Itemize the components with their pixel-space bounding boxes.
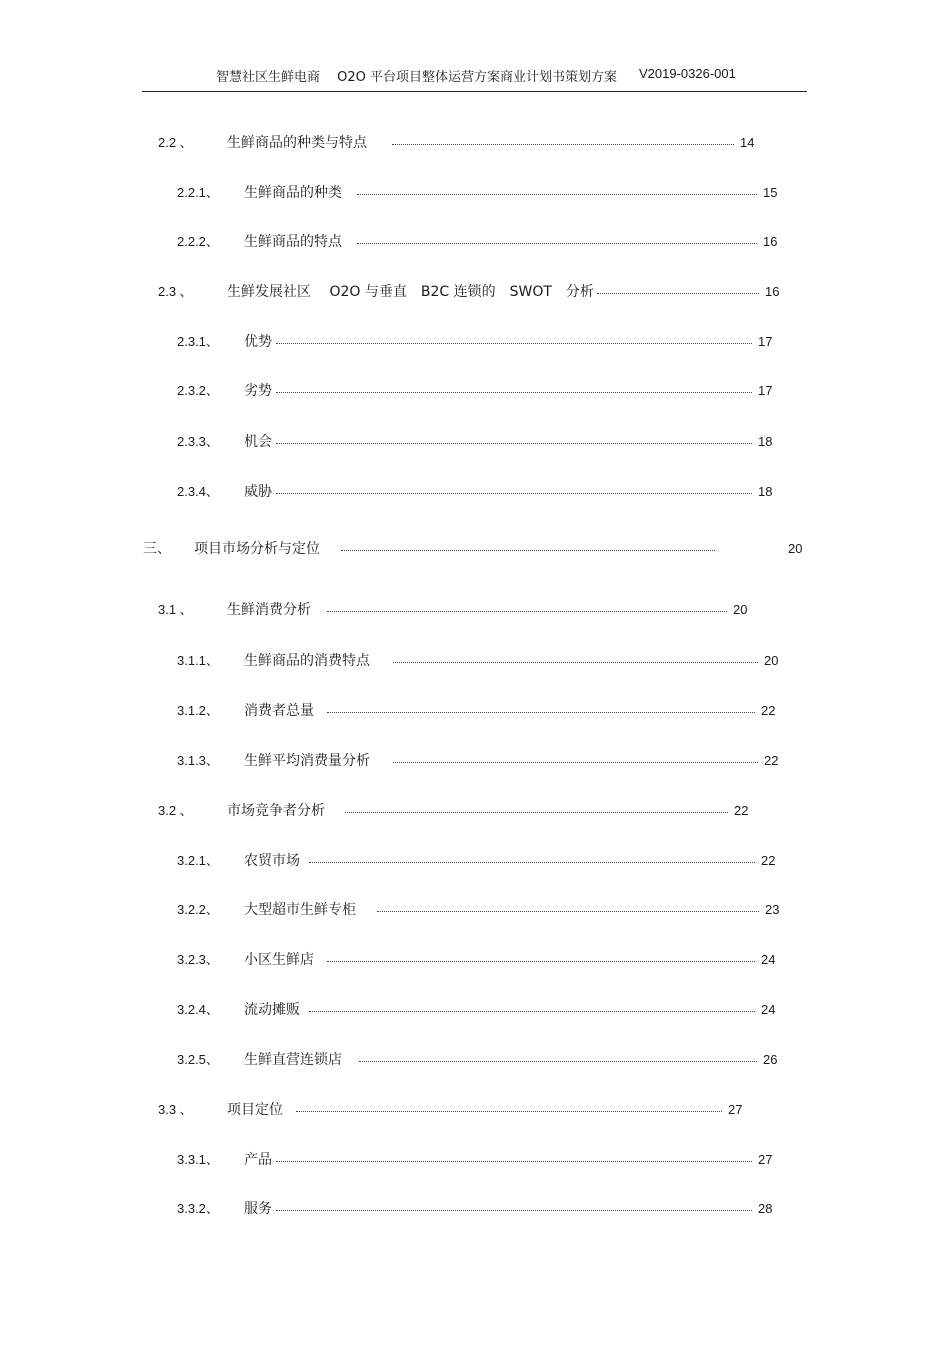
toc-leader-dots bbox=[276, 339, 752, 344]
toc-title: 农贸市场 bbox=[244, 853, 300, 869]
toc-page-number: 28 bbox=[758, 1201, 773, 1216]
toc-leader-dots bbox=[276, 388, 752, 393]
document-version: V2019-0326-001 bbox=[639, 66, 736, 81]
toc-number: 3.3.1、 bbox=[177, 1152, 219, 1167]
toc-page-number: 24 bbox=[761, 1002, 776, 1017]
toc-entry[interactable] bbox=[0, 282, 950, 302]
toc-number: 3.1.1、 bbox=[177, 653, 219, 668]
toc-title: 大型超市生鲜专柜 bbox=[244, 902, 356, 918]
toc-page-number: 17 bbox=[758, 383, 773, 398]
toc-page-number: 17 bbox=[758, 334, 773, 349]
toc-title: 项目定位 bbox=[227, 1102, 283, 1118]
toc-title: 生鲜发展社区 O2O 与垂直 B2C 连锁的 SWOT 分析 bbox=[227, 284, 594, 300]
toc-leader-dots bbox=[309, 858, 755, 863]
page-header bbox=[142, 66, 807, 90]
toc-number: 2.3.4、 bbox=[177, 484, 219, 499]
toc-number: 2.3.2、 bbox=[177, 383, 219, 398]
toc-number: 3.2.4、 bbox=[177, 1002, 219, 1017]
toc-title: 优势 bbox=[244, 334, 272, 350]
toc-page-number: 22 bbox=[764, 753, 779, 768]
toc-number: 3.1.3、 bbox=[177, 753, 219, 768]
toc-title: 生鲜消费分析 bbox=[227, 602, 311, 618]
toc-leader-dots bbox=[393, 758, 758, 763]
toc-leader-dots bbox=[345, 808, 728, 813]
toc-leader-dots bbox=[393, 658, 758, 663]
toc-entry[interactable] bbox=[0, 651, 950, 671]
toc-leader-dots bbox=[377, 907, 759, 912]
toc-title: 项目市场分析与定位 bbox=[194, 541, 320, 557]
toc-entry[interactable] bbox=[0, 133, 950, 153]
toc-number: 三、 bbox=[143, 541, 171, 557]
toc-leader-dots bbox=[359, 1057, 757, 1062]
toc-page-number: 27 bbox=[758, 1152, 773, 1167]
toc-number: 3.2 、 bbox=[158, 803, 193, 818]
toc-title: 生鲜商品的特点 bbox=[244, 234, 342, 250]
toc-page-number: 22 bbox=[761, 703, 776, 718]
header-divider bbox=[142, 91, 807, 92]
toc-entry[interactable] bbox=[0, 701, 950, 721]
toc-entry[interactable] bbox=[0, 1100, 950, 1120]
toc-leader-dots bbox=[309, 1007, 755, 1012]
toc-title: 劣势 bbox=[244, 383, 272, 399]
toc-title: 威胁 bbox=[244, 484, 272, 500]
toc-page-number: 15 bbox=[763, 185, 778, 200]
toc-entry[interactable] bbox=[0, 232, 950, 252]
toc-entry[interactable] bbox=[0, 539, 950, 559]
toc-number: 2.2 、 bbox=[158, 135, 193, 150]
toc-page-number: 16 bbox=[763, 234, 778, 249]
toc-number: 3.3.2、 bbox=[177, 1201, 219, 1216]
toc-entry[interactable] bbox=[0, 1199, 950, 1219]
toc-leader-dots bbox=[296, 1107, 722, 1112]
toc-page-number: 24 bbox=[761, 952, 776, 967]
toc-entry[interactable] bbox=[0, 381, 950, 401]
toc-entry[interactable] bbox=[0, 751, 950, 771]
toc-entry[interactable] bbox=[0, 900, 950, 920]
toc-leader-dots bbox=[597, 289, 759, 294]
toc-page-number: 18 bbox=[758, 434, 773, 449]
toc-entry[interactable] bbox=[0, 950, 950, 970]
toc-leader-dots bbox=[357, 239, 757, 244]
toc-page-number: 22 bbox=[734, 803, 749, 818]
toc-number: 3.2.2、 bbox=[177, 902, 219, 917]
toc-leader-dots bbox=[276, 439, 752, 444]
toc-leader-dots bbox=[276, 1206, 752, 1211]
toc-title: 消费者总量 bbox=[244, 703, 314, 719]
toc-title: 服务 bbox=[244, 1201, 272, 1217]
toc-number: 3.2.5、 bbox=[177, 1052, 219, 1067]
toc-title: 生鲜商品的种类 bbox=[244, 185, 342, 201]
toc-leader-dots bbox=[327, 708, 755, 713]
toc-leader-dots bbox=[327, 607, 727, 612]
toc-entry[interactable] bbox=[0, 482, 950, 502]
toc-leader-dots bbox=[276, 1157, 752, 1162]
toc-leader-dots bbox=[327, 957, 755, 962]
toc-entry[interactable] bbox=[0, 183, 950, 203]
toc-page-number: 27 bbox=[728, 1102, 743, 1117]
toc-title: 生鲜商品的种类与特点 bbox=[227, 135, 367, 151]
toc-number: 3.1 、 bbox=[158, 602, 193, 617]
toc-number: 2.3 、 bbox=[158, 284, 193, 299]
toc-page-number: 20 bbox=[788, 541, 803, 556]
toc-number: 3.2.3、 bbox=[177, 952, 219, 967]
toc-page-number: 23 bbox=[765, 902, 780, 917]
toc-title: 生鲜直营连锁店 bbox=[244, 1052, 342, 1068]
toc-page-number: 16 bbox=[765, 284, 780, 299]
toc-title: 机会 bbox=[244, 434, 272, 450]
toc-title: 生鲜平均消费量分析 bbox=[244, 753, 370, 769]
toc-title: 产品 bbox=[244, 1152, 272, 1168]
toc-entry[interactable] bbox=[0, 1150, 950, 1170]
toc-page-number: 20 bbox=[733, 602, 748, 617]
toc-title: 生鲜商品的消费特点 bbox=[244, 653, 370, 669]
toc-entry[interactable] bbox=[0, 432, 950, 452]
toc-title: 流动摊贩 bbox=[244, 1002, 300, 1018]
toc-page-number: 18 bbox=[758, 484, 773, 499]
toc-number: 2.2.2、 bbox=[177, 234, 219, 249]
toc-entry[interactable] bbox=[0, 1050, 950, 1070]
toc-leader-dots bbox=[392, 140, 734, 145]
toc-entry[interactable] bbox=[0, 600, 950, 620]
toc-number: 2.2.1、 bbox=[177, 185, 219, 200]
toc-entry[interactable] bbox=[0, 801, 950, 821]
toc-number: 2.3.3、 bbox=[177, 434, 219, 449]
toc-page-number: 26 bbox=[763, 1052, 778, 1067]
toc-leader-dots bbox=[341, 546, 715, 551]
toc-title: 小区生鲜店 bbox=[244, 952, 314, 968]
toc-page-number: 20 bbox=[764, 653, 779, 668]
toc-number: 3.3 、 bbox=[158, 1102, 193, 1117]
toc-page-number: 22 bbox=[761, 853, 776, 868]
toc-page-number: 14 bbox=[740, 135, 755, 150]
document-title: 智慧社区生鲜电商 O2O 平台项目整体运营方案商业计划书策划方案 bbox=[216, 70, 618, 85]
toc-leader-dots bbox=[357, 190, 757, 195]
toc-entry[interactable] bbox=[0, 332, 950, 352]
toc-entry[interactable] bbox=[0, 1000, 950, 1020]
toc-number: 2.3.1、 bbox=[177, 334, 219, 349]
toc-title: 市场竞争者分析 bbox=[227, 803, 325, 819]
toc-leader-dots bbox=[276, 489, 752, 494]
toc-number: 3.2.1、 bbox=[177, 853, 219, 868]
toc-entry[interactable] bbox=[0, 851, 950, 871]
toc-number: 3.1.2、 bbox=[177, 703, 219, 718]
